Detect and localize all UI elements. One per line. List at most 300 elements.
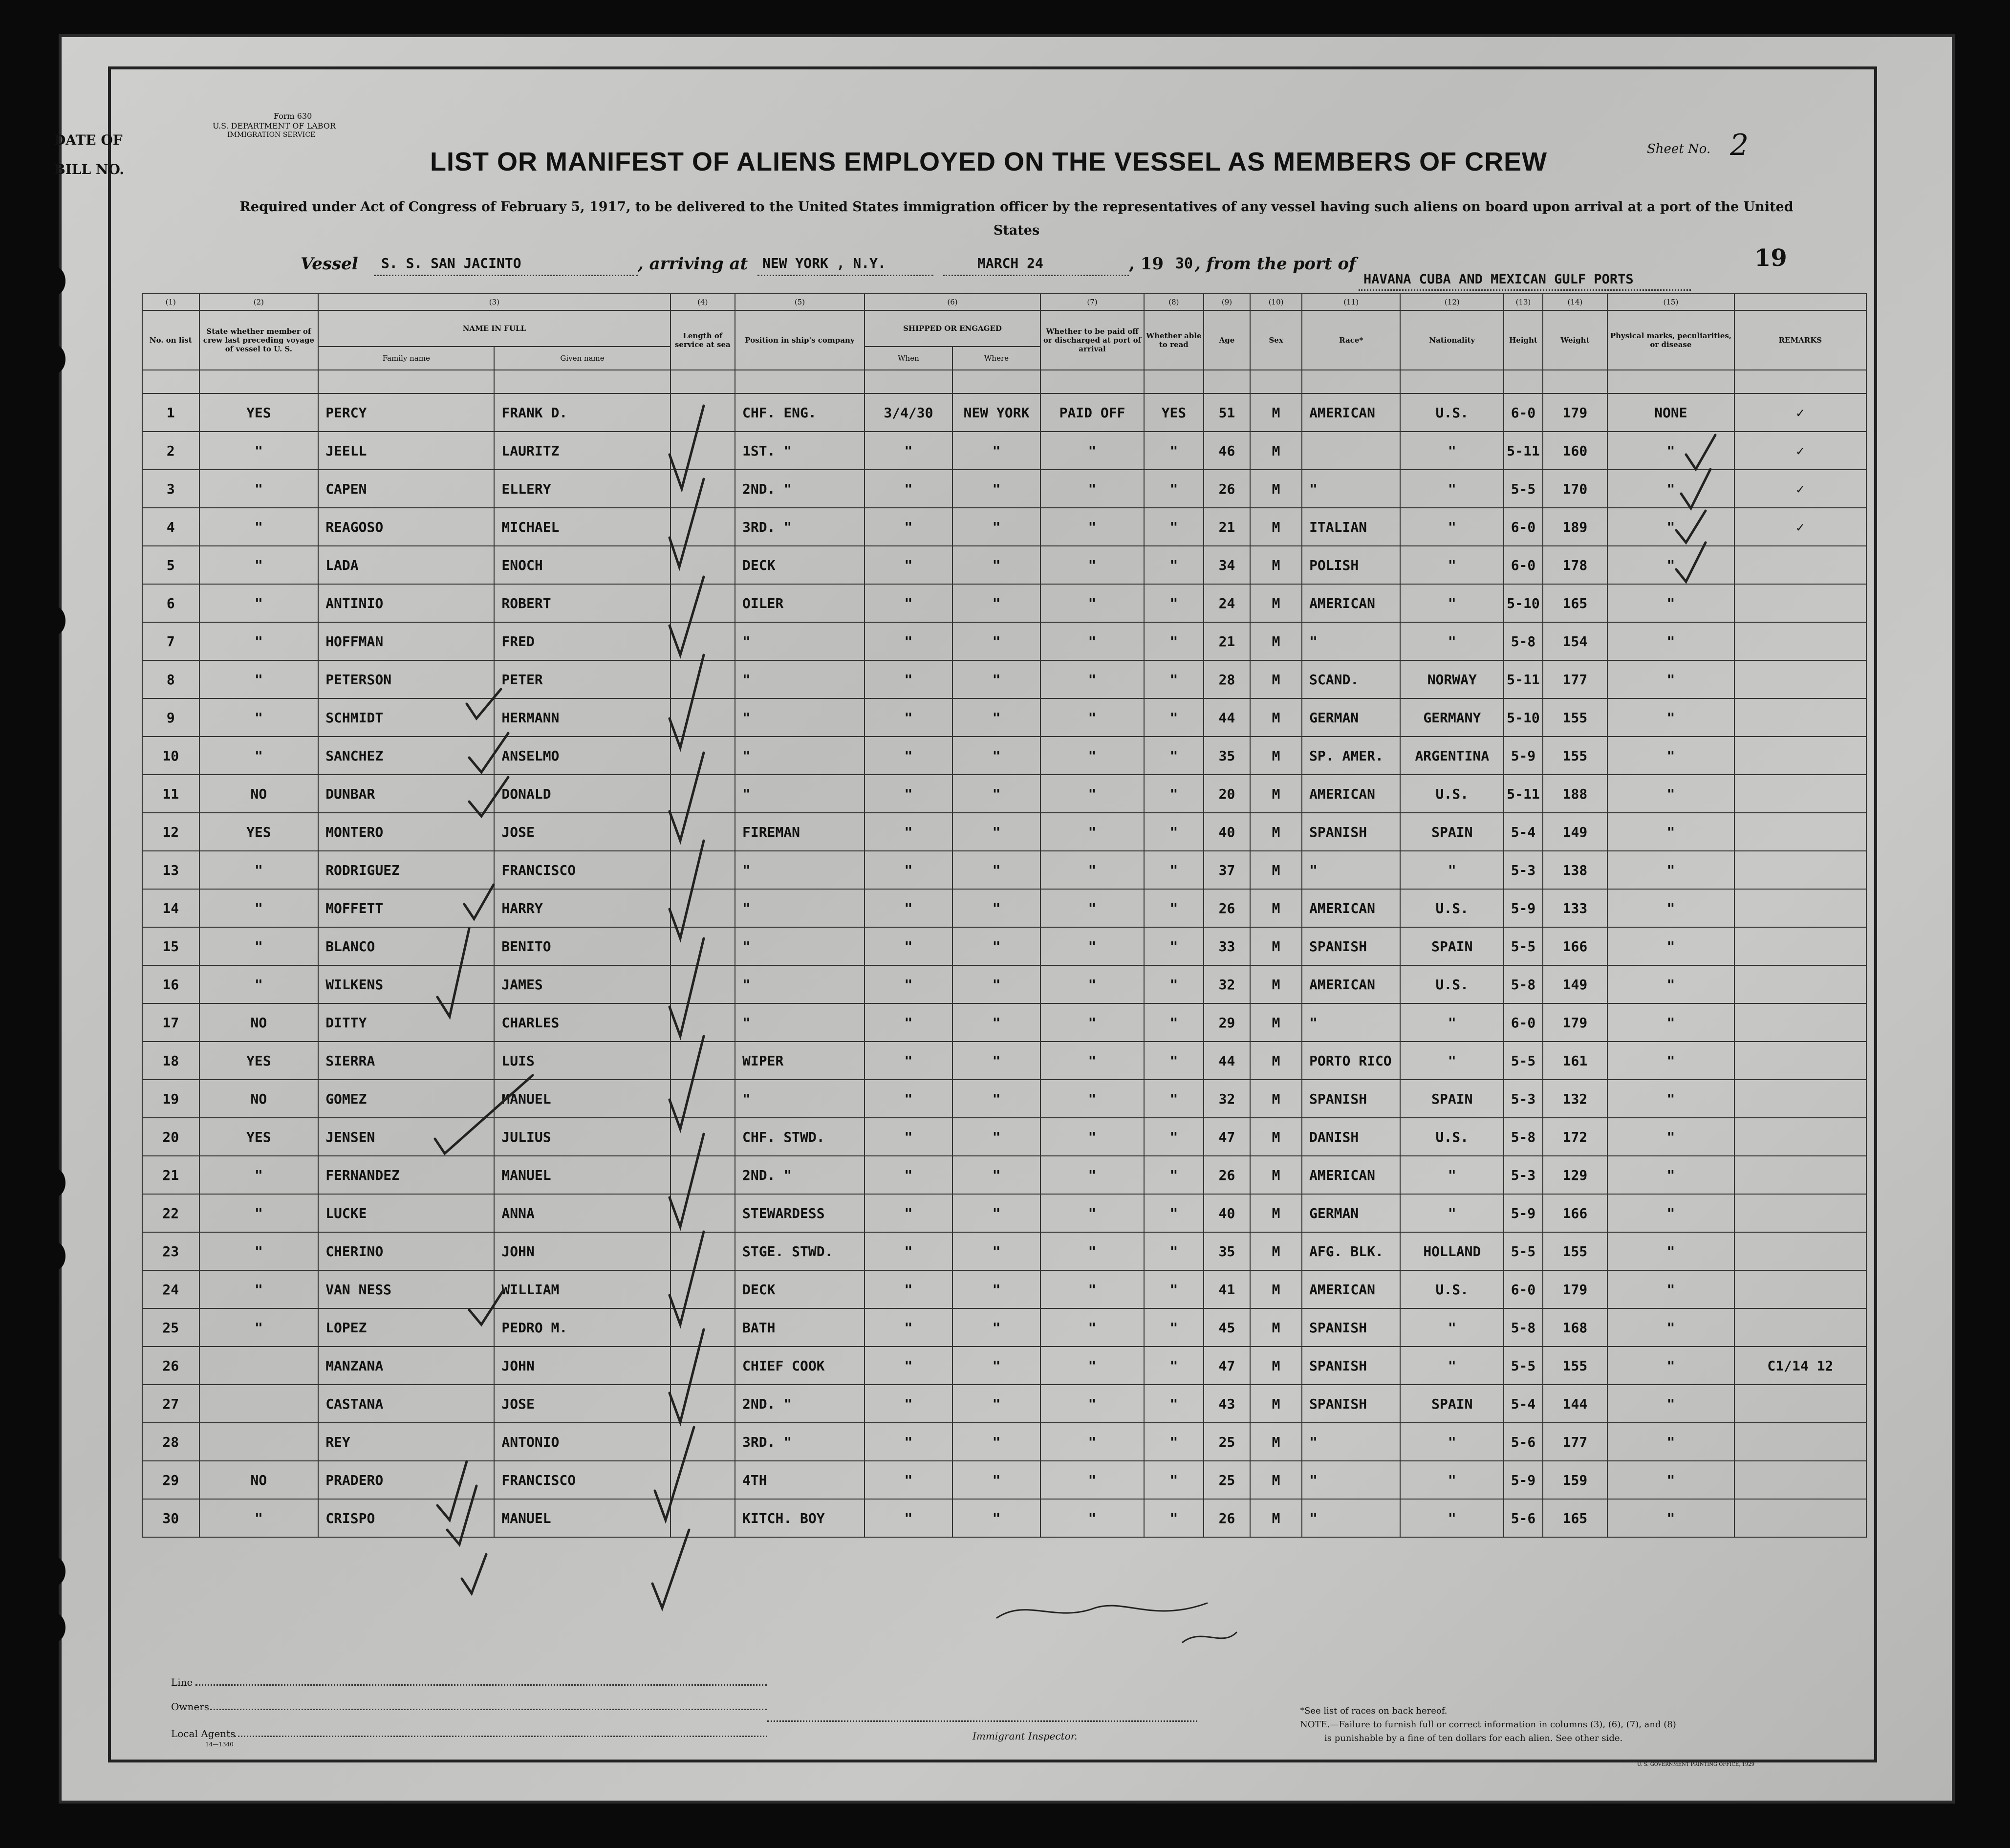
header-length: Length of service at sea [670,310,735,370]
able-to-read: " [1144,889,1204,927]
footer-agents-label: Local Agents [171,1728,236,1739]
age: 26 [1204,470,1250,508]
shipped-where: " [952,1347,1040,1385]
position: " [735,698,865,737]
family-name: PRADERO [318,1461,494,1499]
given-name: JOHN [494,1232,670,1270]
nationality: " [1400,1042,1504,1080]
paid-off: " [1040,927,1144,965]
remarks: ✓ [1734,393,1866,432]
sex: M [1250,737,1302,775]
family-name: PERCY [318,393,494,432]
crew-member-flag: " [199,698,319,737]
shipped-where: " [952,813,1040,851]
col-number: (1) [142,294,199,310]
header-given: Given name [494,347,670,370]
row-number: 9 [142,698,199,737]
physical-marks: " [1607,1003,1734,1042]
given-name: DONALD [494,775,670,813]
age: 47 [1204,1347,1250,1385]
given-name: ANSELMO [494,737,670,775]
physical-marks: " [1607,1499,1734,1537]
physical-marks: " [1607,889,1734,927]
sex: M [1250,1499,1302,1537]
position: " [735,622,865,660]
shipped-where: " [952,1232,1040,1270]
row-number: 22 [142,1194,199,1232]
shipped-when: " [865,775,952,813]
race: " [1302,851,1400,889]
position: " [735,851,865,889]
age: 20 [1204,775,1250,813]
nationality: " [1400,1156,1504,1194]
height: 5-9 [1504,889,1542,927]
nationality: " [1400,470,1504,508]
page-title: LIST OR MANIFEST OF ALIENS EMPLOYED ON THE VESSEL AS MEMBERS OF CREW [430,147,1548,176]
nationality: SPAIN [1400,927,1504,965]
col-number: (7) [1040,294,1144,310]
age: 34 [1204,546,1250,584]
race: " [1302,1461,1400,1499]
able-to-read: " [1144,1232,1204,1270]
weight: 172 [1543,1118,1607,1156]
age: 25 [1204,1461,1250,1499]
given-name: WILLIAM [494,1270,670,1308]
header-member: State whether member of crew last preceding voyage of vessel to U. S. [199,310,319,370]
weight: 161 [1543,1042,1607,1080]
shipped-when: " [865,813,952,851]
weight: 159 [1543,1461,1607,1499]
shipped-where: " [952,1042,1040,1080]
department-label: U.S. DEPARTMENT OF LABOR [213,121,336,130]
height: 5-8 [1504,1308,1542,1347]
crew-member-flag: " [199,546,319,584]
col-number: (11) [1302,294,1400,310]
shipped-when: " [865,1347,952,1385]
able-to-read: " [1144,775,1204,813]
race: SPANISH [1302,1080,1400,1118]
check-mark [670,841,704,938]
row-number: 5 [142,546,199,584]
header-shipped: SHIPPED OR ENGAGED [865,310,1040,347]
header-marks: Physical marks, peculiarities, or disease [1607,310,1734,370]
physical-marks: NONE [1607,393,1734,432]
given-name: MANUEL [494,1499,670,1537]
paid-off: " [1040,889,1144,927]
footer-owners-label: Owners [171,1701,210,1713]
crew-member-flag: NO [199,775,319,813]
row-number: 13 [142,851,199,889]
physical-marks: " [1607,1194,1734,1232]
col-number: (13) [1504,294,1542,310]
crew-member-flag: " [199,927,319,965]
crew-member-flag: NO [199,1461,319,1499]
able-to-read: " [1144,470,1204,508]
arrival-year: 30 [1175,255,1193,272]
paid-off: " [1040,813,1144,851]
sex: M [1250,1347,1302,1385]
physical-marks: " [1607,584,1734,622]
row-number: 2 [142,432,199,470]
able-to-read: " [1144,737,1204,775]
race: " [1302,622,1400,660]
nationality: " [1400,851,1504,889]
physical-marks: " [1607,1118,1734,1156]
able-to-read: " [1144,1156,1204,1194]
header-age: Age [1204,310,1250,370]
given-name: JAMES [494,965,670,1003]
able-to-read: " [1144,546,1204,584]
row-number: 4 [142,508,199,546]
age: 29 [1204,1003,1250,1042]
check-mark [670,753,704,841]
shipped-where: " [952,737,1040,775]
shipped-where: " [952,927,1040,965]
sex: M [1250,546,1302,584]
position: 4TH [735,1461,865,1499]
age: 32 [1204,1080,1250,1118]
able-to-read: " [1144,1118,1204,1156]
header-where: Where [952,347,1040,370]
position: 2ND. " [735,470,865,508]
header-sex: Sex [1250,310,1302,370]
row-number: 29 [142,1461,199,1499]
family-name: SANCHEZ [318,737,494,775]
position: " [735,927,865,965]
nationality: " [1400,1423,1504,1461]
family-name: CAPEN [318,470,494,508]
able-to-read: " [1144,1461,1204,1499]
nationality: U.S. [1400,889,1504,927]
sex: M [1250,1270,1302,1308]
row-number: 19 [142,1080,199,1118]
row-number: 1 [142,393,199,432]
race: " [1302,1003,1400,1042]
col-number: (12) [1400,294,1504,310]
family-name: MANZANA [318,1347,494,1385]
check-mark [670,655,704,748]
shipped-when: " [865,546,952,584]
row-number: 11 [142,775,199,813]
race: AMERICAN [1302,1270,1400,1308]
inspector-label: Immigrant Inspector. [973,1730,1078,1742]
crew-member-flag: " [199,1232,319,1270]
height: 5-9 [1504,1194,1542,1232]
able-to-read: " [1144,1270,1204,1308]
shipped-where: " [952,1118,1040,1156]
paid-off: " [1040,1499,1144,1537]
physical-marks: " [1607,432,1734,470]
position: DECK [735,1270,865,1308]
check-mark [670,406,704,489]
position: CHIEF COOK [735,1347,865,1385]
sex: M [1250,660,1302,698]
check-mark [469,777,508,816]
given-name: ANTONIO [494,1423,670,1461]
header-paid: Whether to be paid off or discharged at port of arrival [1040,310,1144,370]
age: 45 [1204,1308,1250,1347]
family-name: BLANCO [318,927,494,965]
position: " [735,1080,865,1118]
physical-marks: " [1607,813,1734,851]
nationality: ARGENTINA [1400,737,1504,775]
able-to-read: " [1144,1347,1204,1385]
family-name: FERNANDEZ [318,1156,494,1194]
footer-line-label: Line [171,1676,193,1688]
arrival-port: NEW YORK , N.Y. [762,255,886,271]
nationality: U.S. [1400,1270,1504,1308]
height: 5-10 [1504,698,1542,737]
check-mark [670,1036,704,1129]
col-number: (3) [318,294,670,310]
footer-agents-field [235,1736,767,1737]
physical-marks: " [1607,470,1734,508]
check-mark [670,1232,704,1325]
check-mark [1676,543,1706,582]
family-name: SIERRA [318,1042,494,1080]
nationality: " [1400,584,1504,622]
footer-agents-code: 14—1340 [205,1741,234,1748]
able-to-read: " [1144,927,1204,965]
shipped-where: " [952,1423,1040,1461]
height: 6-0 [1504,1270,1542,1308]
paid-off: " [1040,1308,1144,1347]
nationality: SPAIN [1400,813,1504,851]
row-number: 28 [142,1423,199,1461]
weight: 178 [1543,546,1607,584]
paid-off: " [1040,1118,1144,1156]
nationality: U.S. [1400,965,1504,1003]
height: 6-0 [1504,546,1542,584]
crew-member-flag: " [199,622,319,660]
weight: 170 [1543,470,1607,508]
shipped-when: " [865,470,952,508]
nationality: HOLLAND [1400,1232,1504,1270]
family-name: DITTY [318,1003,494,1042]
family-name: MOFFETT [318,889,494,927]
position: " [735,889,865,927]
given-name: CHARLES [494,1003,670,1042]
crew-member-flag: YES [199,813,319,851]
race: AMERICAN [1302,1156,1400,1194]
age: 33 [1204,927,1250,965]
given-name: PEDRO M. [494,1308,670,1347]
paid-off: " [1040,508,1144,546]
family-name: CRISPO [318,1499,494,1537]
nationality: " [1400,1194,1504,1232]
physical-marks: " [1607,1385,1734,1423]
given-name: JULIUS [494,1118,670,1156]
race: GERMAN [1302,1194,1400,1232]
header-height: Height [1504,310,1542,370]
shipped-when: " [865,508,952,546]
height: 5-11 [1504,775,1542,813]
weight: 129 [1543,1156,1607,1194]
shipped-where: " [952,1499,1040,1537]
crew-member-flag: YES [199,1118,319,1156]
physical-marks: " [1607,775,1734,813]
height: 5-6 [1504,1423,1542,1461]
given-name: HARRY [494,889,670,927]
given-name: FRANCISCO [494,1461,670,1499]
row-number: 7 [142,622,199,660]
given-name: LUIS [494,1042,670,1080]
race: SPANISH [1302,813,1400,851]
nationality: NORWAY [1400,660,1504,698]
age: 24 [1204,584,1250,622]
check-mark [467,689,501,718]
height: 5-11 [1504,660,1542,698]
header-family: Family name [318,347,494,370]
race: AMERICAN [1302,775,1400,813]
height: 5-8 [1504,965,1542,1003]
family-name: REY [318,1423,494,1461]
position: CHF. STWD. [735,1118,865,1156]
height: 5-5 [1504,470,1542,508]
height: 5-5 [1504,1347,1542,1385]
note-penalty-2: is punishable by a fine of ten dollars for each alien. See other side. [1324,1733,1623,1743]
nationality: " [1400,546,1504,584]
paid-off: " [1040,1461,1144,1499]
crew-member-flag: " [199,1156,319,1194]
position: " [735,737,865,775]
family-name: SCHMIDT [318,698,494,737]
paid-off: " [1040,965,1144,1003]
shipped-where: " [952,775,1040,813]
family-name: LOPEZ [318,1308,494,1347]
height: 5-9 [1504,1461,1542,1499]
nationality: " [1400,508,1504,546]
given-name: JOHN [494,1347,670,1385]
able-to-read: " [1144,851,1204,889]
col-number: (15) [1607,294,1734,310]
weight: 149 [1543,965,1607,1003]
family-name: LADA [318,546,494,584]
age: 26 [1204,889,1250,927]
weight: 179 [1543,1003,1607,1042]
shipped-when: " [865,965,952,1003]
shipped-where: " [952,889,1040,927]
given-name: BENITO [494,927,670,965]
check-mark [652,1530,689,1608]
year-prefix: , 19 [1129,254,1164,274]
shipped-when: " [865,1423,952,1461]
sex: M [1250,1461,1302,1499]
able-to-read: " [1144,1003,1204,1042]
shipped-where: " [952,1080,1040,1118]
header-position: Position in ship's company [735,310,865,370]
crew-member-flag: " [199,1308,319,1347]
footer-line-field [195,1684,767,1686]
weight: 155 [1543,1232,1607,1270]
check-mark [464,885,494,919]
row-number: 26 [142,1347,199,1385]
row-number: 21 [142,1156,199,1194]
family-name: VAN NESS [318,1270,494,1308]
crew-member-flag: YES [199,393,319,432]
height: 5-9 [1504,737,1542,775]
shipped-when: " [865,698,952,737]
paid-off: " [1040,1003,1144,1042]
shipped-when: " [865,1003,952,1042]
family-name: REAGOSO [318,508,494,546]
shipped-where: " [952,1461,1040,1499]
position: 2ND. " [735,1385,865,1423]
weight: 155 [1543,698,1607,737]
vessel-label: Vessel [301,254,358,274]
shipped-when: " [865,1270,952,1308]
able-to-read: " [1144,508,1204,546]
row-number: 15 [142,927,199,965]
shipped-where: " [952,584,1040,622]
age: 26 [1204,1156,1250,1194]
nationality: " [1400,1347,1504,1385]
shipped-where: " [952,622,1040,660]
sex: M [1250,622,1302,660]
note-penalty-1: NOTE.—Failure to furnish full or correct information in columns (3), (6), (7), and (8) [1300,1719,1676,1730]
nationality: " [1400,1499,1504,1537]
position: BATH [735,1308,865,1347]
shipped-where: " [952,1194,1040,1232]
check-mark [1681,469,1710,508]
physical-marks: " [1607,1042,1734,1080]
weight: 155 [1543,1347,1607,1385]
crew-member-flag: " [199,965,319,1003]
given-name: HERMANN [494,698,670,737]
check-mark [670,1329,704,1422]
position: DECK [735,546,865,584]
remarks: C1/14 12 [1734,1347,1866,1385]
crew-member-flag: " [199,1270,319,1308]
family-name: WILKENS [318,965,494,1003]
paid-off: " [1040,1270,1144,1308]
crew-member-flag: " [199,851,319,889]
family-name: RODRIGUEZ [318,851,494,889]
check-mark [670,1134,704,1227]
race: SPANISH [1302,1385,1400,1423]
shipped-when: " [865,622,952,660]
nationality: U.S. [1400,393,1504,432]
sex: M [1250,965,1302,1003]
weight: 132 [1543,1080,1607,1118]
paid-off: " [1040,1042,1144,1080]
given-name: MANUEL [494,1080,670,1118]
sex: M [1250,1308,1302,1347]
position: " [735,660,865,698]
shipped-when: " [865,1461,952,1499]
row-number: 23 [142,1232,199,1270]
physical-marks: " [1607,927,1734,965]
able-to-read: " [1144,698,1204,737]
row-number: 14 [142,889,199,927]
weight: 149 [1543,813,1607,851]
weight: 177 [1543,1423,1607,1461]
position: 2ND. " [735,1156,865,1194]
check-mark [655,1427,694,1520]
sex: M [1250,1423,1302,1461]
position: KITCH. BOY [735,1499,865,1537]
row-number: 17 [142,1003,199,1042]
physical-marks: " [1607,1232,1734,1270]
paid-off: " [1040,584,1144,622]
able-to-read: " [1144,1042,1204,1080]
check-mark [462,1554,486,1593]
departure-port: HAVANA CUBA AND MEXICAN GULF PORTS [1363,272,1634,287]
able-to-read: " [1144,1499,1204,1537]
given-name: FRED [494,622,670,660]
col-number: (14) [1543,294,1607,310]
nationality: U.S. [1400,1118,1504,1156]
